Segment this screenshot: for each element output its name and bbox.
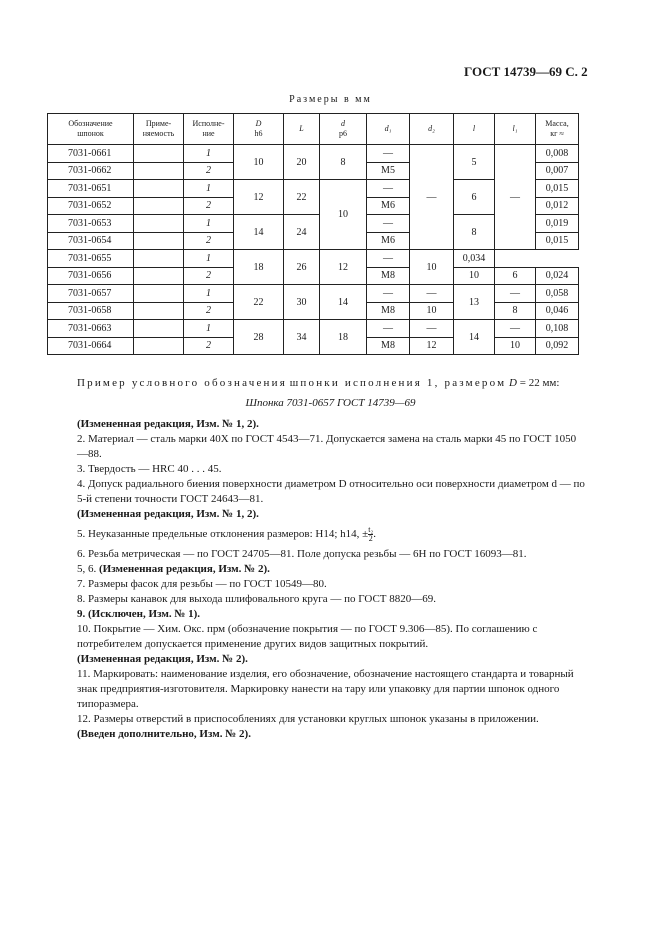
d-cell: 18: [320, 320, 367, 355]
col-header-D: D h6: [234, 114, 284, 145]
note-10: 10. Покрытие — Хим. Окс. прм (обозначение покрытия — по ГОСТ 9.306—85). По соглашению с потребителем допускается применение других видов защитных покрытий.: [77, 623, 538, 650]
note-9: 9. (Исключен, Изм. № 1).: [77, 608, 201, 620]
L-cell: 24: [284, 215, 320, 250]
code-cell: 7031-0658: [48, 302, 134, 320]
D-cell: 22: [234, 285, 284, 320]
usage-cell: [134, 145, 184, 163]
usage-cell: [134, 267, 184, 285]
d1-cell: M5: [367, 162, 410, 180]
mass-cell: 0,024: [536, 267, 579, 285]
usage-cell: [134, 302, 184, 320]
l1-cell: —: [495, 320, 536, 338]
d1-cell: M8: [367, 267, 410, 285]
L-cell: 20: [284, 145, 320, 180]
exec-cell: 2: [184, 302, 234, 320]
exec-cell: 1: [184, 285, 234, 303]
usage-cell: [134, 162, 184, 180]
d1-cell: M6: [367, 197, 410, 215]
example-var: D: [509, 377, 517, 389]
table-row: [48, 285, 579, 303]
code-cell: 7031-0651: [48, 180, 134, 198]
fraction: $\frac{\text{t₂}}{2}$: [368, 525, 374, 543]
note-8: 8. Размеры канавок для выхода шлифовального круга — по ГОСТ 8820—69.: [77, 593, 437, 605]
d-cell: 12: [320, 250, 367, 285]
note-5-6-amendment: 5, 6. (Измененная редакция, Изм. № 2).: [77, 563, 270, 575]
exec-cell: 2: [184, 337, 234, 355]
code-cell: 7031-0654: [48, 232, 134, 250]
d2-cell: 12: [410, 337, 454, 355]
code-cell: 7031-0652: [48, 197, 134, 215]
col-header-L: L: [284, 114, 320, 145]
D-cell: 14: [234, 215, 284, 250]
mass-cell: 0,046: [536, 302, 579, 320]
col-header-execution: Исполне- ние: [184, 114, 234, 145]
L-cell: 26: [284, 250, 320, 285]
D-cell: 18: [234, 250, 284, 285]
d2-cell: —: [410, 145, 454, 250]
d2-cell: —: [410, 285, 454, 303]
usage-cell: [134, 215, 184, 233]
d1-cell: M8: [367, 302, 410, 320]
col-header-l: l: [454, 114, 495, 145]
col-header-d2: d₂: [410, 114, 454, 145]
usage-cell: [134, 232, 184, 250]
l1-cell: —: [495, 285, 536, 303]
exec-cell: 1: [184, 215, 234, 233]
l-cell: 13: [454, 285, 495, 320]
note-2: 2. Материал — сталь марки 40Х по ГОСТ 4543—71. Допускается замена на сталь марки 45 по ГОСТ 1050—88.: [77, 433, 577, 460]
exec-cell: 1: [184, 180, 234, 198]
col-header-l1: l₁: [495, 114, 536, 145]
mass-cell: 0,108: [536, 320, 579, 338]
dimensions-table: [47, 113, 579, 355]
l1-cell: 6: [495, 267, 536, 285]
usage-cell: [134, 320, 184, 338]
mass-cell: 0,058: [536, 285, 579, 303]
col-header-usage: Приме- няемость: [134, 114, 184, 145]
usage-cell: [134, 337, 184, 355]
col-header-code: Обозначение шпонок: [48, 114, 134, 145]
d1-cell: —: [367, 320, 410, 338]
d-cell: 14: [320, 285, 367, 320]
D-cell: 10: [234, 145, 284, 180]
mass-cell: 0,034: [454, 250, 495, 268]
d1-cell: —: [367, 285, 410, 303]
d2-cell: 10: [454, 267, 495, 285]
note-3: 3. Твердость — HRC 40 . . . 45.: [77, 463, 222, 475]
mass-cell: 0,092: [536, 337, 579, 355]
d1-cell: —: [367, 250, 410, 268]
code-cell: 7031-0661: [48, 145, 134, 163]
l-cell: 6: [454, 180, 495, 215]
mass-cell: 0,008: [536, 145, 579, 163]
mass-cell: 0,015: [536, 180, 579, 198]
l-cell: 10: [410, 250, 454, 285]
designation-example: [77, 377, 559, 389]
note-7: 7. Размеры фасок для резьбы — по ГОСТ 10549—80.: [77, 578, 327, 590]
l-cell: 8: [454, 215, 495, 250]
l-cell: 5: [454, 145, 495, 180]
exec-cell: 1: [184, 320, 234, 338]
table-row: [48, 320, 579, 338]
l1-cell: 8: [495, 302, 536, 320]
note-4: 4. Допуск радиального биения поверхности диаметром D относительно оси поверхности диаметром d — по 5-й степени точности ГОСТ 24643—81.: [77, 478, 585, 505]
exec-cell: 2: [184, 162, 234, 180]
code-cell: 7031-0655: [48, 250, 134, 268]
D-cell: 28: [234, 320, 284, 355]
table-row: [48, 250, 579, 268]
col-header-mass: Масса, кг ≈: [536, 114, 579, 145]
code-cell: 7031-0663: [48, 320, 134, 338]
designation-text: Шпонка 7031-0657 ГОСТ 14739—69: [245, 397, 416, 409]
l-cell: 14: [454, 320, 495, 355]
d1-cell: —: [367, 145, 410, 163]
d-cell: 8: [320, 145, 367, 180]
code-cell: 7031-0657: [48, 285, 134, 303]
exec-cell: 2: [184, 267, 234, 285]
code-cell: 7031-0664: [48, 337, 134, 355]
d1-cell: M8: [367, 337, 410, 355]
note-11: 11. Маркировать: наименование изделия, его обозначение, обозначение настоящего стандарта и товарный знак предприятия-изготовителя. Маркировку нанести на тару или упаковку для партии шпонок одного типоразмера.: [77, 668, 574, 710]
note-amendment: (Измененная редакция, Изм. № 1, 2).: [77, 418, 259, 430]
d2-cell: 10: [410, 302, 454, 320]
notes-block: [77, 417, 585, 742]
d2-cell: —: [410, 320, 454, 338]
exec-cell: 2: [184, 232, 234, 250]
D-cell: 12: [234, 180, 284, 215]
mass-cell: 0,019: [536, 215, 579, 233]
mass-cell: 0,015: [536, 232, 579, 250]
usage-cell: [134, 197, 184, 215]
d1-cell: —: [367, 215, 410, 233]
mass-cell: 0,007: [536, 162, 579, 180]
code-cell: 7031-0653: [48, 215, 134, 233]
example-value: = 22 мм:: [519, 377, 560, 389]
note-12: 12. Размеры отверстий в приспособлениях для установки круглых шпонок указаны в приложении.: [77, 713, 539, 725]
d-cell: 10: [320, 180, 367, 250]
note-6: 6. Резьба метрическая — по ГОСТ 24705—81. Поле допуска резьбы — 6Н по ГОСТ 16093—81.: [77, 548, 527, 560]
page-header: ГОСТ 14739—69 С. 2: [464, 64, 588, 79]
example-lead: Пример условного обозначения: [77, 377, 287, 389]
exec-cell: 1: [184, 145, 234, 163]
note-amendment: (Измененная редакция, Изм. № 1, 2).: [77, 508, 259, 520]
note-amendment: (Введен дополнительно, Изм. № 2).: [77, 728, 251, 740]
l1-cell: 10: [495, 337, 536, 355]
col-header-d1: d₁: [367, 114, 410, 145]
note-5: 5. Неуказанные предельные отклонения размеров: H14; h14, ± $\frac{\text{t₂}}{2}$ .: [77, 525, 376, 543]
d1-cell: —: [367, 180, 410, 198]
table-row: [48, 145, 579, 163]
col-header-d: d p6: [320, 114, 367, 145]
L-cell: 34: [284, 320, 320, 355]
code-cell: 7031-0656: [48, 267, 134, 285]
usage-cell: [134, 285, 184, 303]
exec-cell: 1: [184, 250, 234, 268]
usage-cell: [134, 250, 184, 268]
table-header-row: [48, 114, 579, 145]
code-cell: 7031-0662: [48, 162, 134, 180]
d1-cell: M6: [367, 232, 410, 250]
usage-cell: [134, 180, 184, 198]
example-rest: шпонки исполнения 1, размером: [289, 377, 507, 389]
table-caption: Размеры в мм: [289, 94, 372, 105]
l1-cell: —: [495, 145, 536, 250]
note-amendment: (Измененная редакция, Изм. № 2).: [77, 653, 248, 665]
exec-cell: 2: [184, 197, 234, 215]
L-cell: 30: [284, 285, 320, 320]
L-cell: 22: [284, 180, 320, 215]
mass-cell: 0,012: [536, 197, 579, 215]
